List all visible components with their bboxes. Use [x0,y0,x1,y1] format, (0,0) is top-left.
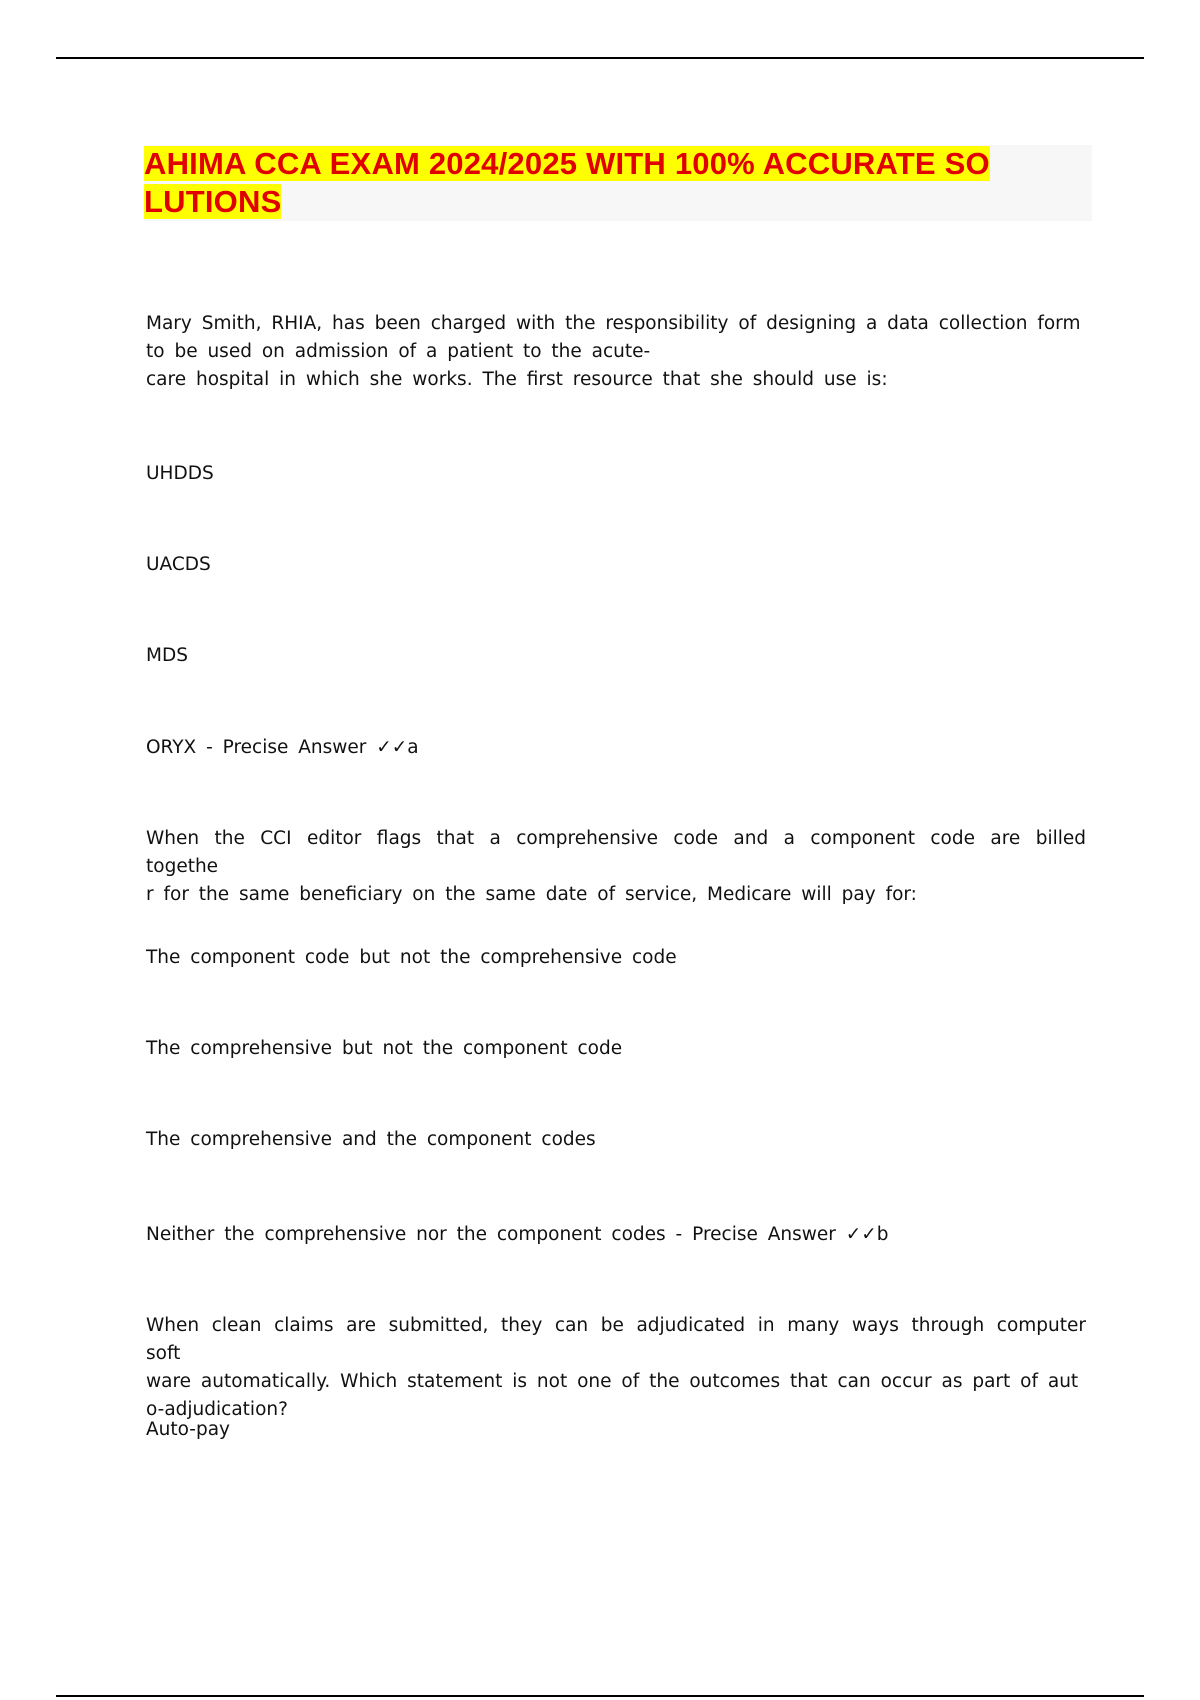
q1-option-d-answer: ORYX - Precise Answer ✓✓a [146,737,419,758]
q1-option-b: UACDS [146,554,211,575]
question-line: r for the same beneficiary on the same date of service, Medicare will pay for: [146,884,917,905]
question-line: When the CCI editor flags that a comprehensive code and a component code are billed togethe [146,828,1086,877]
footer-rule [56,1695,1144,1697]
question-line: When clean claims are submitted, they can be adjudicated in many ways through computer soft [146,1315,1086,1364]
document-title [144,145,1074,221]
q2-option-b: The comprehensive but not the component code [146,1038,623,1059]
q1-option-c: MDS [146,645,188,666]
q2-option-a: The component code but not the comprehensive code [146,947,677,968]
question-3-text [146,1312,1086,1424]
question-2-text [146,825,1086,909]
question-line: care hospital in which she works. The first resource that she should use is: [146,369,888,390]
title-line-1: AHIMA CCA EXAM 2024/2025 WITH 100% ACCURATE SO [144,146,990,181]
q3-option-a: Auto-pay [146,1419,230,1440]
header-rule [56,57,1144,59]
question-line: o-adjudication? [146,1399,288,1420]
title-line-2: LUTIONS [144,184,282,219]
question-1-text [146,310,1086,394]
question-line: to be used on admission of a patient to the acute- [146,341,651,362]
q2-option-d-answer: Neither the comprehensive nor the component codes - Precise Answer ✓✓b [146,1224,889,1245]
q2-option-c: The comprehensive and the component codes [146,1129,596,1150]
q1-option-a: UHDDS [146,463,214,484]
question-line: ware automatically. Which statement is not one of the outcomes that can occur as part of aut [146,1371,1079,1392]
question-line: Mary Smith, RHIA, has been charged with the responsibility of designing a data collection form [146,313,1081,334]
